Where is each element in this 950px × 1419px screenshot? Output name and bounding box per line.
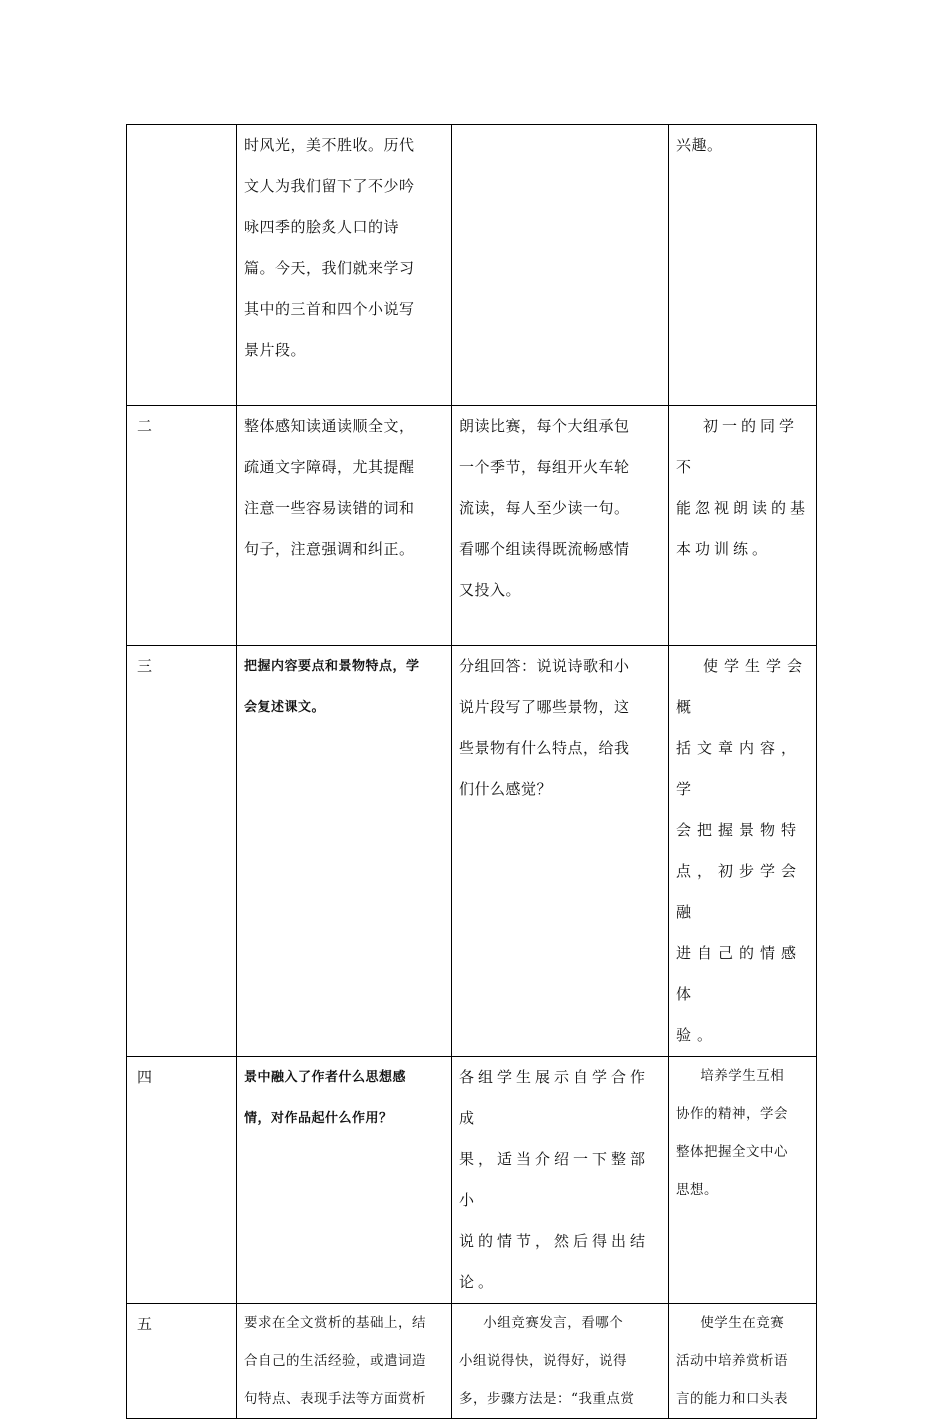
table-row <box>127 125 817 406</box>
step-cell: 四 <box>127 1057 237 1304</box>
activity-cell <box>452 125 669 406</box>
activity-cell: 朗读比赛，每个大组承包 一个季节，每组开火车轮 流读，每人至少读一句。 看哪个组读得既流畅感情 又投入。 <box>452 406 669 646</box>
activity-cell: 各组学生展示自学合作成 果，适当介绍一下整部小 说的情节，然后得出结 论。 <box>452 1057 669 1304</box>
content-cell: 整体感知读通读顺全文， 疏通文字障碍，尤其提醒 注意一些容易读错的词和 句子，注意强调和纠正。 <box>237 406 452 646</box>
purpose-cell: 初一的同学不 能忽视朗读的基 本功训练。 <box>669 406 817 646</box>
table-row <box>127 406 817 646</box>
step-cell: 五 <box>127 1304 237 1419</box>
lesson-plan-table <box>126 124 817 1419</box>
purpose-cell: 使学生在竞赛 活动中培养赏析语 言的能力和口头表 <box>669 1304 817 1419</box>
content-cell: 要求在全文赏析的基础上，结 合自己的生活经验，或遣词造 句特点、表现手法等方面赏析 <box>237 1304 452 1419</box>
purpose-cell: 使学生学会概 括文章内容，学 会把握景物特 点，初步学会融 进自己的情感体 验。 <box>669 646 817 1057</box>
purpose-cell: 培养学生互相 协作的精神，学会 整体把握全文中心 思想。 <box>669 1057 817 1304</box>
table-row <box>127 1304 817 1419</box>
step-cell <box>127 125 237 406</box>
content-cell: 把握内容要点和景物特点，学 会复述课文。 <box>237 646 452 1057</box>
step-cell: 三 <box>127 646 237 1057</box>
table-row <box>127 1057 817 1304</box>
content-cell: 景中融入了作者什么思想感 情，对作品起什么作用？ <box>237 1057 452 1304</box>
purpose-cell: 兴趣。 <box>669 125 817 406</box>
content-cell: 时风光，美不胜收。历代 文人为我们留下了不少吟 咏四季的脍炙人口的诗 篇。今天，我们就来学习 其中的三首和四个小说写 景片段。 <box>237 125 452 406</box>
step-cell: 二 <box>127 406 237 646</box>
table-row <box>127 646 817 1057</box>
activity-cell: 小组竞赛发言，看哪个 小组说得快，说得好，说得 多，步骤方法是：“我重点赏 <box>452 1304 669 1419</box>
activity-cell: 分组回答：说说诗歌和小 说片段写了哪些景物，这 些景物有什么特点，给我 们什么感觉？ <box>452 646 669 1057</box>
